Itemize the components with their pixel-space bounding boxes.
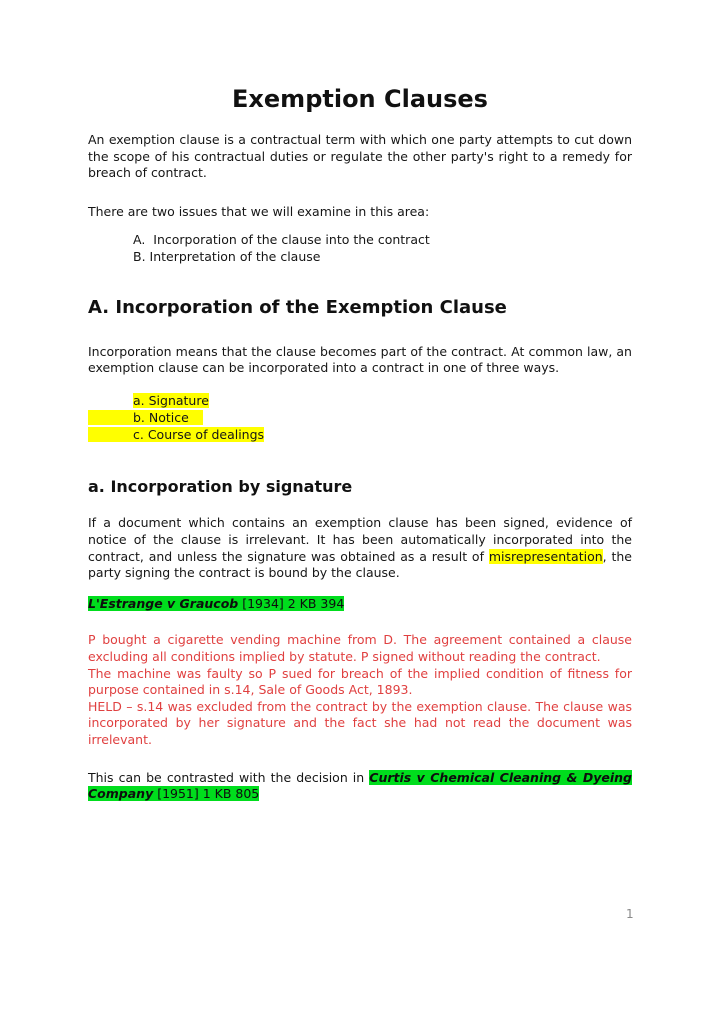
intro-paragraph: An exemption clause is a contractual term with which one party attempts to cut down the scope of his contractual duties or regulate the other party's right to a remedy for breach of contract. <box>88 132 632 181</box>
page-title: Exemption Clauses <box>232 85 488 113</box>
signature-text-before: If a document which contains an exemption clause has been signed, evidence of notice of the clause is irrelevant. It has been automatically incorporated into the contract, and unless the signature was obtained as a result of <box>88 515 632 564</box>
green-highlight <box>88 596 344 611</box>
case-reference: [1934] 2 KB 394 <box>238 595 345 611</box>
case-name: L'Estrange v Graucob <box>88 595 239 611</box>
issues-lead-paragraph: There are two issues that we will examine in this area: <box>88 203 430 219</box>
highlighted-item-course-of-dealings: c. Course of dealings <box>88 427 264 442</box>
contrast-paragraph <box>88 770 632 803</box>
section-a-heading: A. Incorporation of the Exemption Clause <box>88 296 507 318</box>
case-reference: [1951] 1 KB 805 <box>153 786 260 802</box>
highlighted-list-row <box>88 393 632 410</box>
signature-text-after: , the party signing the contract is bound by the clause. <box>88 548 632 581</box>
section-a-paragraph: Incorporation means that the clause becomes part of the contract. At common law, an exemption clause can be incorporated into a contract in one of three ways. <box>88 343 632 376</box>
case-held-paragraph: HELD – s.14 was excluded from the contract by the exemption clause. The clause was incorporated by her signature and the fact she had not read the document was irrelevant. <box>88 698 632 747</box>
highlighted-item-signature: a. Signature <box>133 392 209 408</box>
sub-section-a-heading: a. Incorporation by signature <box>88 477 353 497</box>
highlighted-list-row <box>88 427 632 444</box>
issues-list <box>88 232 632 265</box>
case-facts-paragraph: P bought a cigarette vending machine from D. The agreement contained a clause excluding all conditions implied by statute. P signed without reading the contract. <box>88 632 632 665</box>
case-citation-lestrange <box>88 596 632 613</box>
signature-paragraph <box>88 515 632 581</box>
contrast-text: This can be contrasted with the decision in <box>88 769 370 785</box>
incorporation-ways-list <box>88 393 632 444</box>
case-facts-paragraph: The machine was faulty so P sued for breach of the implied condition of fitness for purpose contained in s.14, Sale of Goods Act, 1893. <box>88 665 632 698</box>
misrepresentation-highlight: misrepresentation <box>488 548 603 564</box>
case-name: Curtis v Chemical Cleaning & Dyeing Company <box>88 769 633 802</box>
page-number: 1 <box>626 907 634 921</box>
list-item-interpretation: B. Interpretation of the clause <box>133 248 321 264</box>
list-item-incorporation: A. Incorporation of the clause into the contract <box>133 232 430 248</box>
case-facts-block <box>88 632 632 748</box>
highlighted-item-notice: b. Notice <box>88 410 203 425</box>
highlighted-list-row <box>88 410 632 427</box>
